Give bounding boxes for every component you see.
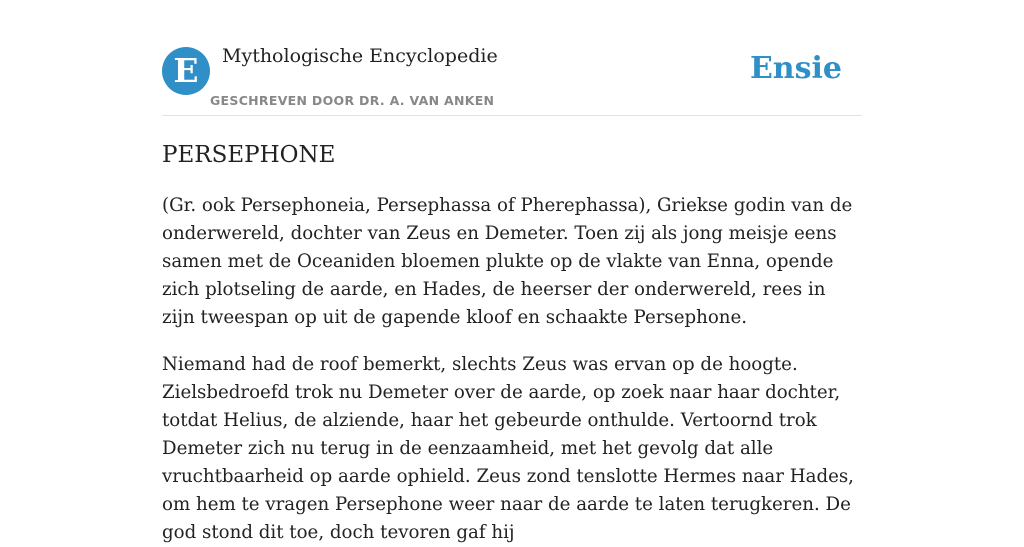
site-header	[162, 0, 862, 116]
article-title: PERSEPHONE	[162, 142, 336, 168]
article-paragraph-1: (Gr. ook Persephoneia, Persephassa of Pherephassa), Griekse godin van de onderwereld, dochter van Zeus en Demeter. Toen zij als jong meisje eens samen met de Oceaniden bloemen plukte op de vlakte van Enna, opende zich plotseling de aarde, en Hades, de heerser der onderwereld, rees in zijn tweespan op uit de gapende kloof en schaakte Persephone.	[162, 195, 853, 328]
ensie-brand-logo[interactable]: Ensie	[749, 51, 842, 86]
encyclopedia-title-link[interactable]: Mythologische Encyclopedie	[222, 45, 498, 67]
content-container	[162, 0, 862, 547]
author-line: GESCHREVEN DOOR DR. A. VAN ANKEN	[210, 93, 495, 108]
article-paragraph-2: Niemand had de roof bemerkt, slechts Zeus was ervan op de hoogte. Zielsbedroefd trok nu Demeter over de aarde, op zoek naar haar dochter, totdat Helius, de alziende, haar het gebeurde onthulde. Vertoornd trok Demeter zich nu terug in de eenzaamheid, met het gevolg dat alle vruchtbaarheid op aarde ophield. Zeus zond tenslotte Hermes naar Hades, om hem te vragen Persephone weer naar de aarde te laten terugkeren. De god stond dit toe, doch tevoren gaf hij	[162, 354, 854, 543]
encyclopedia-logo-icon[interactable]: E	[162, 47, 210, 95]
